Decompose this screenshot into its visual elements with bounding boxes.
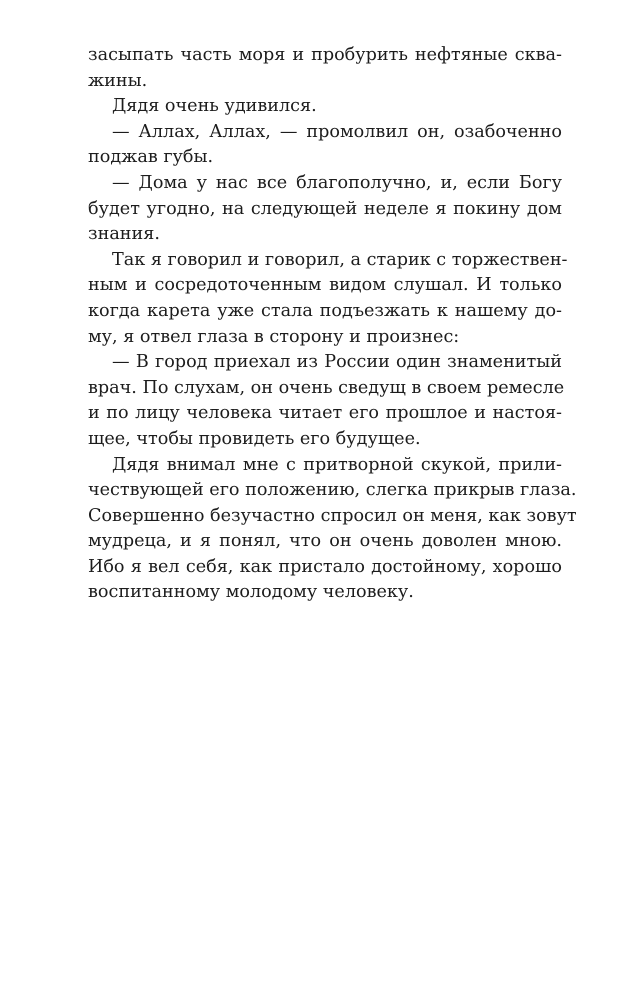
text-line: — Аллах, Аллах, — промолвил он, озабоченно: [112, 121, 562, 142]
text-line: воспитанному молодому человеку.: [88, 582, 414, 603]
text-line: будет угодно, на следующей неделе я покину дом: [88, 198, 562, 219]
text-line: ным и сосредоточенным видом слушал. И только: [88, 275, 562, 296]
text-line: врач. По слухам, он очень сведущ в своем ремесле: [88, 377, 565, 398]
text-line: Совершенно безучастно спросил он меня, как зовут: [88, 505, 577, 526]
text-line: Так я говорил и говорил, а старик с торжествен-: [112, 249, 568, 270]
text-line: когда карета уже стала подъезжать к нашему до-: [88, 300, 562, 321]
text-line: му, я отвел глаза в сторону и произнес:: [88, 326, 460, 347]
text-line: Дядя внимал мне с притворной скукой, прили-: [112, 454, 562, 475]
text-line: Дядя очень удивился.: [112, 96, 317, 117]
text-line: и по лицу человека читает его прошлое и настоя-: [88, 403, 562, 424]
body-text: [88, 43, 577, 606]
text-line: чествующей его положению, слегка прикрыв глаза.: [88, 480, 577, 501]
text-line: щее, чтобы провидеть его будущее.: [88, 428, 421, 449]
text-line: — В город приехал из России один знаменитый: [112, 352, 562, 373]
text-line: — Дома у нас все благополучно, и, если Богу: [112, 172, 562, 193]
text-line: Ибо я вел себя, как пристало достойному, хорошо: [88, 556, 562, 577]
text-line: знания.: [88, 224, 160, 245]
text-line: поджав губы.: [88, 147, 214, 168]
text-line: жины.: [88, 70, 148, 91]
text-line: мудреца, и я понял, что он очень доволен мною.: [88, 531, 562, 552]
text-line: засыпать часть моря и пробурить нефтяные сква-: [88, 45, 562, 65]
